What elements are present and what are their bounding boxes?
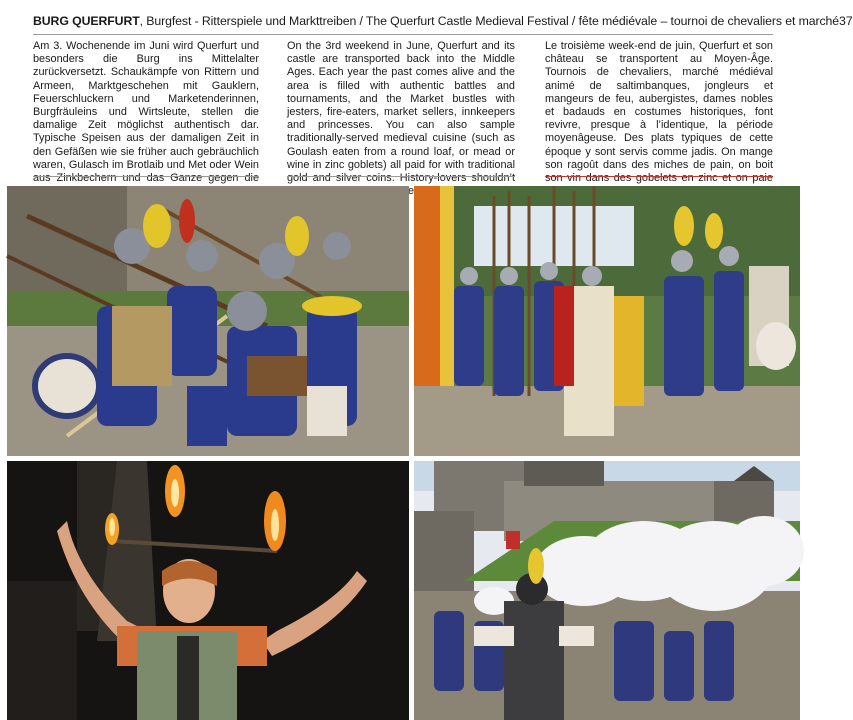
photo-musket-volley-castle [414, 461, 800, 720]
column-rule-german [33, 176, 259, 177]
header-title-rest: , Burgfest - Ritterspiele und Markttreiben / The Querfurt Castle Medieval Festival / fête médiévale – tournoi de chevaliers et marché [139, 14, 839, 28]
header-divider [33, 34, 773, 35]
header-title-bold: BURG QUERFURT [33, 14, 140, 28]
photo-soldiers-with-flags [414, 186, 800, 456]
column-rule-english [287, 176, 515, 177]
page-number: 37 [838, 14, 853, 28]
column-rule-french [545, 176, 773, 177]
photo-battle-melee [7, 186, 409, 456]
text-column-french: Le troisième week-end de juin, Querfurt et son château se transportent au Moyen-Âge. Tournois de chevaliers, marché médiéval animé de saltimbanques, jongleurs et mangeurs de feu, aubergistes, dames nobles et badauds en costumes historiques, font revivre, presque à l’identique, la période moyenâgeuse. Des plats typiques de cette époque y sont servis comme jadis. On mange son ragoût dans des miches de pain, on boit son vin dans des gobelets en zinc et on paie [545, 40, 773, 185]
page-header [33, 14, 853, 34]
text-column-english: On the 3rd weekend in June, Querfurt and its castle are transported back into the Middle Ages. Each year the past comes alive and the area is filled with authentic battles and tournaments, and the Market bustles with jesters, fire-eaters, market sellers, innkeepers and princesses. You can also sample traditionally-served medieval cuisine (such as Goulash eaten from a round loaf, or mead or wine in zinc goblets) all paid for with traditional gold and silver coins. History-lovers shouldn’t [287, 40, 515, 185]
photo-fire-juggler [7, 461, 409, 720]
header-title [33, 14, 839, 28]
text-column-german: Am 3. Wochenende im Juni wird Querfurt und besonders die Burg ins Mittelalter zurückversetzt. Schaukämpfe von Rittern und Armeen, Marktgeschehen mit Gauklern, Feuerschluckern und Marketenderinnen, Burgfräuleins und Wirtsleute, stellen die damalige Zeit möglichst authentisch dar. Typische Speisen aus der damaligen Zeit in den Gefäßen wie sie früher auch gebräuchlich waren, Gulasch im Brotlaib und Met oder Wein aus Zinkbechern und das Ganze gegen die [33, 40, 259, 185]
